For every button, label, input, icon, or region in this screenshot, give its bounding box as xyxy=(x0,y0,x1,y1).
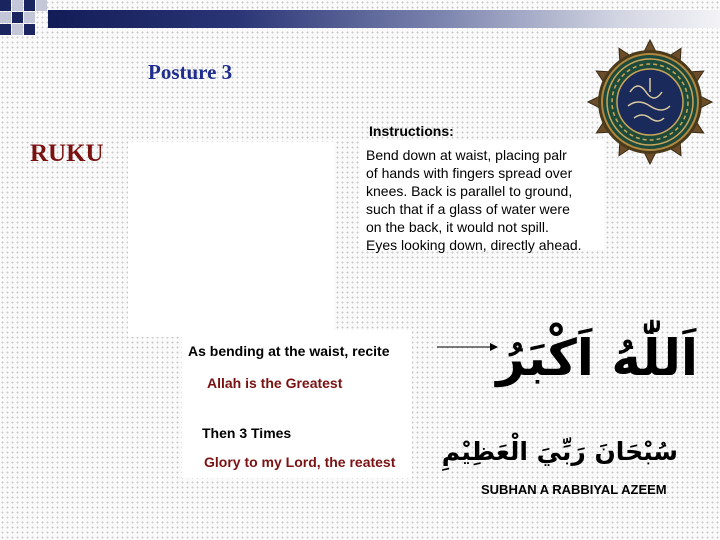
instruction-line: knees. Back is parallel to ground, xyxy=(366,183,573,199)
tasbih-translation: Glory to my Lord, the reatest xyxy=(204,454,396,470)
posture-title: Posture 3 xyxy=(148,60,233,84)
header-gradient-bar xyxy=(48,10,720,28)
right-arrow-icon xyxy=(437,340,499,354)
instruction-line: such that if a glass of water were xyxy=(366,201,570,217)
instruction-line: Bend down at waist, placing palr xyxy=(366,147,567,163)
takbir-translation: Allah is the Greatest xyxy=(207,375,343,391)
instruction-line: of hands with fingers spread over xyxy=(366,165,573,181)
takbir-arabic: اَللّٰهُ اَكْبَرُ xyxy=(496,329,698,387)
instructions-heading: Instructions: xyxy=(369,123,454,139)
section-title: RUKU xyxy=(30,140,104,167)
tasbih-arabic: سُبْحَانَ رَبِّيَ الْعَظِيْمِ xyxy=(441,437,678,466)
instruction-line: Eyes looking down, directly ahead. xyxy=(366,237,582,253)
repeat-label: Then 3 Times xyxy=(202,425,292,441)
instruction-line: on the back, it would not spill. xyxy=(366,219,549,235)
image-placeholder-panel xyxy=(128,142,334,337)
tasbih-transliteration: SUBHAN A RABBIYAL AZEEM xyxy=(481,482,667,497)
recite-intro: As bending at the waist, recite xyxy=(188,343,390,359)
instructions-text xyxy=(366,146,582,254)
corner-squares-decoration xyxy=(0,0,48,44)
